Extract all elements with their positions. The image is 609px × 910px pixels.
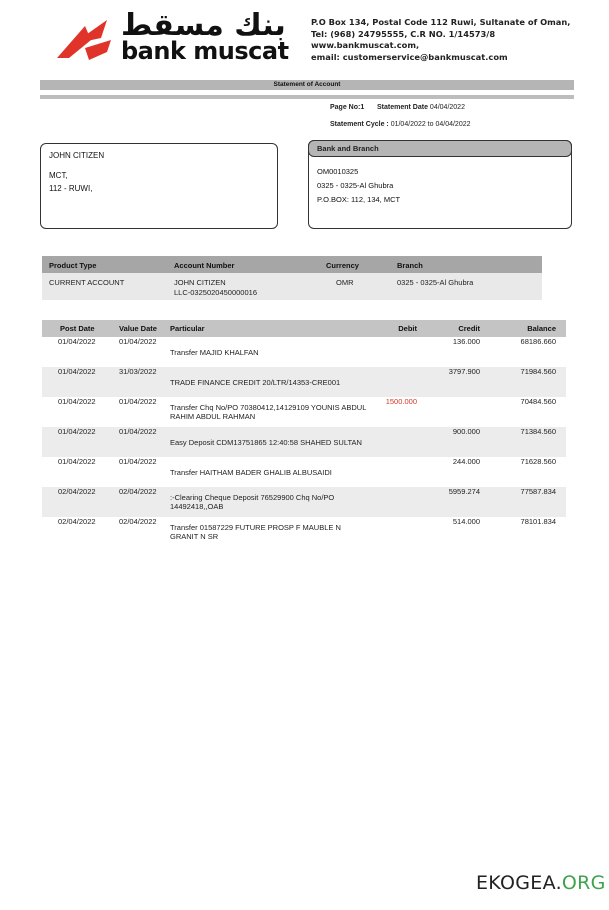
- table-row: [42, 397, 566, 427]
- statement-title: Statement of Account: [40, 80, 574, 90]
- post-date-header: Post Date: [60, 324, 95, 333]
- product-type-header: Product Type: [49, 261, 97, 270]
- particular: :-Clearing Cheque Deposit 76529900 Chq No/PO 14492418,,OAB: [170, 493, 335, 511]
- statement-date-value: 04/04/2022: [429, 104, 465, 111]
- bank-muscat-logo-mark-icon: [55, 18, 113, 62]
- logo-arabic-text: بنك مسقط: [121, 8, 286, 43]
- credit: 900.000: [452, 427, 480, 436]
- branch-header: Branch: [397, 261, 423, 270]
- value-date: 01/04/2022: [119, 397, 157, 406]
- post-date: 01/04/2022: [58, 397, 96, 406]
- account-number-header: Account Number: [174, 261, 235, 270]
- post-date: 01/04/2022: [58, 367, 96, 376]
- statement-date: [377, 104, 465, 111]
- transactions-header: [42, 320, 566, 337]
- watermark: [476, 872, 606, 894]
- particular-header: Particular: [170, 324, 205, 333]
- statement-cycle-value: 01/04/2022 to 04/04/2022: [390, 121, 471, 128]
- particular: Transfer Chq No/PO 70380412,14129109 YOUNIS ABDUL RAHIM ABDUL RAHMAN: [170, 403, 367, 421]
- contact-block: [311, 17, 570, 63]
- table-row: [42, 457, 566, 487]
- value-date: 31/03/2022: [119, 367, 157, 376]
- watermark-main: EKOGEA.: [476, 872, 562, 894]
- balance: 71384.560: [520, 427, 556, 436]
- table-row: [42, 367, 566, 397]
- contact-phone: Tel: (968) 24795555, C.R NO. 1/14573/8: [311, 28, 496, 39]
- post-date: 02/04/2022: [58, 487, 96, 496]
- branch: 0325 - 0325-Al Ghubra: [397, 278, 474, 287]
- bank-branch-box: [308, 140, 572, 229]
- particular: Transfer HAITHAM BADER GHALIB ALBUSAIDI: [170, 468, 332, 477]
- table-row: [42, 427, 566, 457]
- post-date: 02/04/2022: [58, 517, 96, 526]
- bank-branch-heading: Bank and Branch: [308, 140, 572, 157]
- balance: 70484.560: [520, 397, 556, 406]
- credit: 244.000: [452, 457, 480, 466]
- balance: 71984.560: [520, 367, 556, 376]
- customer-address-line2: 112 - RUWI,: [49, 184, 93, 193]
- statement-cycle-label: Statement Cycle :: [330, 121, 389, 128]
- table-row: [42, 337, 566, 367]
- value-date-header: Value Date: [119, 324, 157, 333]
- balance: 71628.560: [520, 457, 556, 466]
- account-name: JOHN CITIZEN: [174, 278, 226, 287]
- balance-header: Balance: [527, 324, 556, 333]
- particular: TRADE FINANCE CREDIT 20/LTR/14353-CRE001: [170, 378, 341, 387]
- watermark-accent: ORG: [561, 872, 606, 894]
- value-date: 01/04/2022: [119, 427, 157, 436]
- customer-address-box: [40, 143, 278, 229]
- particular: Transfer 01587229 FUTURE PROSP F MAUBLE N GRANIT N SR: [170, 523, 341, 541]
- branch-po-box: P.O.BOX: 112, 134, MCT: [317, 195, 401, 204]
- debit: 1500.000: [385, 397, 417, 406]
- contact-address: P.O Box 134, Postal Code 112 Ruwi, Sultanate of Oman,: [311, 17, 571, 27]
- product-table: [42, 256, 542, 300]
- particular: Transfer MAJID KHALFAN: [170, 348, 259, 357]
- table-row: [42, 487, 566, 517]
- branch-name: 0325 - 0325-Al Ghubra: [317, 181, 394, 190]
- balance: 78101.834: [520, 517, 556, 526]
- statement-cycle: [330, 121, 471, 128]
- balance: 77587.834: [520, 487, 556, 496]
- table-row: [42, 517, 566, 547]
- product-table-row: [42, 273, 542, 300]
- transactions-table: [42, 320, 566, 547]
- account-number: LLC-0325020450000016: [174, 288, 257, 297]
- debit-header: Debit: [398, 324, 417, 333]
- customer-address-line1: MCT,: [49, 171, 68, 180]
- bank-logo: [55, 8, 300, 66]
- credit: 3797.900: [448, 367, 480, 376]
- currency-header: Currency: [326, 261, 359, 270]
- value-date: 02/04/2022: [119, 517, 157, 526]
- customer-name: JOHN CITIZEN: [49, 151, 105, 160]
- product-type: CURRENT ACCOUNT: [49, 278, 125, 287]
- contact-email: email: customerservice@bankmuscat.com: [311, 51, 508, 62]
- statement-date-label: Statement Date: [377, 104, 428, 111]
- branch-code: OM0010325: [317, 167, 359, 176]
- contact-website: www.bankmuscat.com,: [311, 40, 420, 50]
- product-table-header: [42, 256, 542, 273]
- post-date: 01/04/2022: [58, 427, 96, 436]
- logo-name: bank muscat: [121, 37, 289, 65]
- value-date: 01/04/2022: [119, 337, 157, 346]
- credit: 5959.274: [448, 487, 480, 496]
- page-number-label: Page No:: [330, 104, 361, 111]
- post-date: 01/04/2022: [58, 337, 96, 346]
- transactions-body: [42, 337, 566, 547]
- page-number: [330, 104, 364, 111]
- particular: Easy Deposit CDM13751865 12:40:58 SHAHED SULTAN: [170, 438, 362, 447]
- credit: 514.000: [452, 517, 480, 526]
- balance: 68186.660: [520, 337, 556, 346]
- post-date: 01/04/2022: [58, 457, 96, 466]
- credit-header: Credit: [458, 324, 480, 333]
- page-number-value: 1: [360, 104, 365, 111]
- currency: OMR: [336, 278, 354, 287]
- value-date: 02/04/2022: [119, 487, 157, 496]
- credit: 136.000: [452, 337, 480, 346]
- value-date: 01/04/2022: [119, 457, 157, 466]
- divider: [40, 95, 574, 99]
